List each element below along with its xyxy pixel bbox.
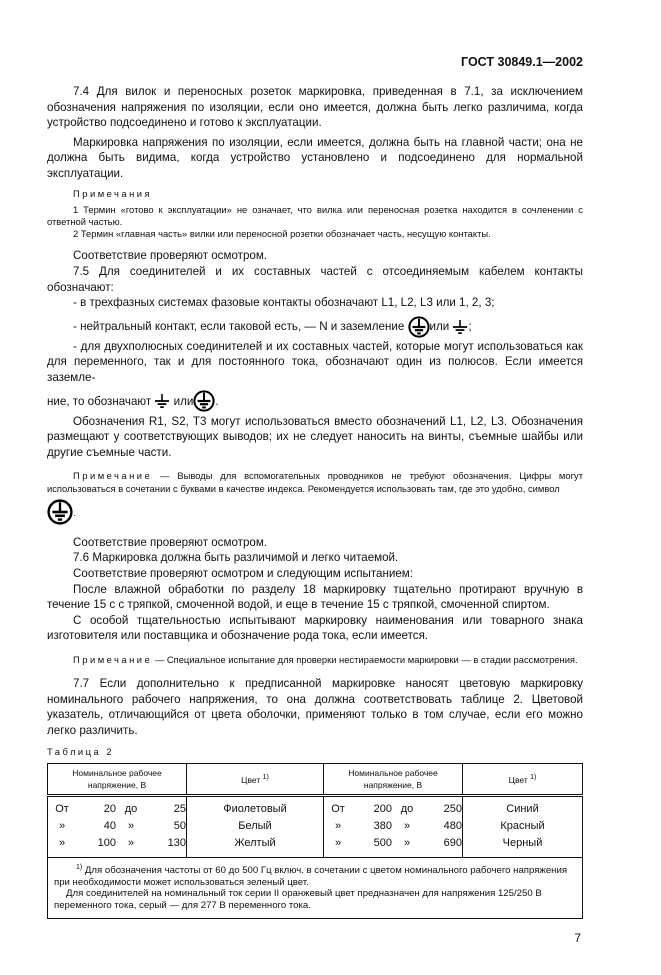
two-pole-text: ние, то обозначают xyxy=(47,394,152,408)
cell: Белый xyxy=(238,820,272,833)
two-pole-continued xyxy=(47,390,583,414)
cell: 25 xyxy=(173,803,186,816)
paragraph-insulation: Маркировка напряжения по изоляции, если имеется, должна быть на главной части; она не должна быть видима, когда устройство установлено и подсоединено для нормальной эксплуатации. xyxy=(47,135,583,180)
ground-icon xyxy=(452,320,468,334)
special-test: С особой тщательностью испытывают маркировку наименования или товарного знака изготовителя или поставщика и обозначение рода тока, если имеется. xyxy=(47,613,583,643)
table-header-row xyxy=(48,763,583,795)
paragraph-7-6: 7.6 Маркировка должна быть различимой и легко читаемой. xyxy=(73,551,399,565)
header-voltage xyxy=(48,763,187,795)
cell: 20 xyxy=(103,803,116,816)
cell: » xyxy=(127,837,135,850)
cell: Черный xyxy=(502,837,543,850)
or-text: или xyxy=(429,319,450,333)
cell: » xyxy=(334,820,342,833)
paragraph-7-5: 7.5 Для соединителей и их составных частей с отсоединяемым кабелем контакты обозначают: xyxy=(47,264,583,294)
voltage-ranges-left xyxy=(48,795,187,857)
footnote-ref: 1) xyxy=(530,773,537,781)
neutral-item xyxy=(47,315,583,339)
three-phase-item: - в трехфазных системах фазовые контакты обозначают L1, L2, L3 или 1, 2, 3; xyxy=(73,296,495,310)
cell: 500 xyxy=(373,837,392,850)
color-table xyxy=(47,763,583,919)
ground-icon xyxy=(154,394,170,408)
cell: 690 xyxy=(443,837,462,850)
protective-earth-icon xyxy=(193,390,215,412)
table-caption: Таблица 2 xyxy=(47,746,115,758)
colors-right xyxy=(463,795,583,857)
two-pole-item: - для двухполюсных соединителей и их составных частей, которые могут использоваться как для переменного, так и для постоянного тока, обозначают один из полюсов. Если имеется заземле- xyxy=(47,339,583,384)
cell: 50 xyxy=(173,820,186,833)
footnote-1: Для обозначения частоты от 60 до 500 Гц включ. в сочетании с цветом номинального рабочего напряжения при необходимости может использоваться зеленый цвет. xyxy=(54,864,568,888)
note-text: — Специальное испытание для проверки нестираемости маркировки — в стадии рассмотрения. xyxy=(152,653,578,665)
check-3: Соответствие проверяют осмотром и следующим испытанием: xyxy=(73,566,413,580)
cell: Фиолетовый xyxy=(223,803,287,816)
note-label: Примечание xyxy=(73,470,153,482)
note-1: 1 Термин «готово к эксплуатации» не означает, что вилка или переносная розетка находится в сочленении с ответной частью. xyxy=(47,203,583,227)
header-color xyxy=(463,763,583,795)
cell: » xyxy=(127,820,135,833)
paragraph-7-4: 7.4 Для вилок и переносных розеток маркировка, приведенная в 7.1, за исключением обозначения напряжения по изоляции, если оно имеется, должна быть легко различима, когда устройство подсоединено и готово к эксплуатации. xyxy=(47,85,583,130)
cell: От xyxy=(331,803,345,816)
cell: От xyxy=(55,803,69,816)
cell: » xyxy=(403,820,411,833)
protective-earth-icon xyxy=(408,316,430,338)
cell: 480 xyxy=(443,820,462,833)
punct: ; xyxy=(468,319,472,333)
table-footnote-row xyxy=(48,857,583,918)
cell: 200 xyxy=(373,803,392,816)
protective-earth-icon xyxy=(47,499,73,525)
document-page xyxy=(47,0,583,975)
header-text: Цвет xyxy=(241,774,261,785)
document-header: ГОСТ 30849.1—2002 xyxy=(461,55,583,69)
voltage-ranges-right xyxy=(324,795,463,857)
page-number: 7 xyxy=(574,931,581,946)
header-color xyxy=(187,763,324,795)
wet-test: После влажной обработки по разделу 18 маркировку тщательно протирают вручную в течение 15 с с тряпкой, смоченной водой, и еще в течение 15 с тряпкой, смоченной спиртом. xyxy=(47,582,583,612)
table-footnote xyxy=(48,857,583,918)
note-label: Примечание xyxy=(73,653,153,665)
footnote-2: Для соединителей на номинальный ток серии II оранжевый цвет предназначен для напряжения 125/250 В переменного тока, серый — для 277 В переменного тока. xyxy=(54,888,542,912)
cell: 100 xyxy=(97,837,116,850)
footnote-mark: 1) xyxy=(76,863,83,871)
cell: » xyxy=(334,837,342,850)
header-text: Цвет xyxy=(508,774,528,785)
header-text: Номинальное рабочее напряжение, В xyxy=(348,767,438,790)
cell: 250 xyxy=(443,803,462,816)
cell: до xyxy=(400,803,414,816)
note-2: 2 Термин «главная часть» вилки или переносной розетки обозначает часть, несущую контакты. xyxy=(73,228,491,240)
cell: 130 xyxy=(167,837,186,850)
punct: . xyxy=(73,506,76,518)
header-voltage xyxy=(324,763,463,795)
neutral-text: - нейтральный контакт, если таковой есть, — N и заземление xyxy=(73,319,405,333)
note-aux-symbol xyxy=(47,499,583,525)
rst-paragraph: Обозначения R1, S2, T3 могут использоваться вместо обозначений L1, L2, L3. Обозначения размещают у соответствующих выводов; их не следует наносить на винты, съемные шайбы или другие съемные части. xyxy=(47,414,583,459)
cell: 40 xyxy=(103,820,116,833)
cell: Желтый xyxy=(234,837,276,850)
check-2: Соответствие проверяют осмотром. xyxy=(73,535,268,549)
cell: » xyxy=(403,837,411,850)
punct: . xyxy=(215,394,219,408)
colors-left xyxy=(187,795,324,857)
footnote-ref: 1) xyxy=(262,773,269,781)
check-1: Соответствие проверяют осмотром. xyxy=(73,249,268,263)
header-text: Номинальное рабочее напряжение, В xyxy=(72,767,162,790)
note-text: — Выводы для вспомогательных проводников не требуют обозначения. Цифры могут использоваться в сочетании с буквами в качестве индекса. Рекомендуется использовать там, где это удобно, символ xyxy=(47,470,583,494)
note-3 xyxy=(47,654,583,666)
cell: » xyxy=(58,820,66,833)
cell: » xyxy=(58,837,66,850)
cell: до xyxy=(124,803,138,816)
notes-title: Примечания xyxy=(73,187,153,199)
cell: Синий xyxy=(506,803,539,816)
paragraph-7-7: 7.7 Если дополнительно к предписанной маркировке наносят цветовую маркировку номинального рабочего напряжения, то она должна соответствовать таблице 2. Цветовой указатель, отличающийся от цвета оболочки, применяют только в том случае, если его можно легко различить. xyxy=(47,677,583,737)
note-aux xyxy=(47,470,583,494)
table-row xyxy=(48,795,583,857)
or-text: или xyxy=(173,394,194,408)
cell: 380 xyxy=(373,820,392,833)
cell: Красный xyxy=(500,820,545,833)
